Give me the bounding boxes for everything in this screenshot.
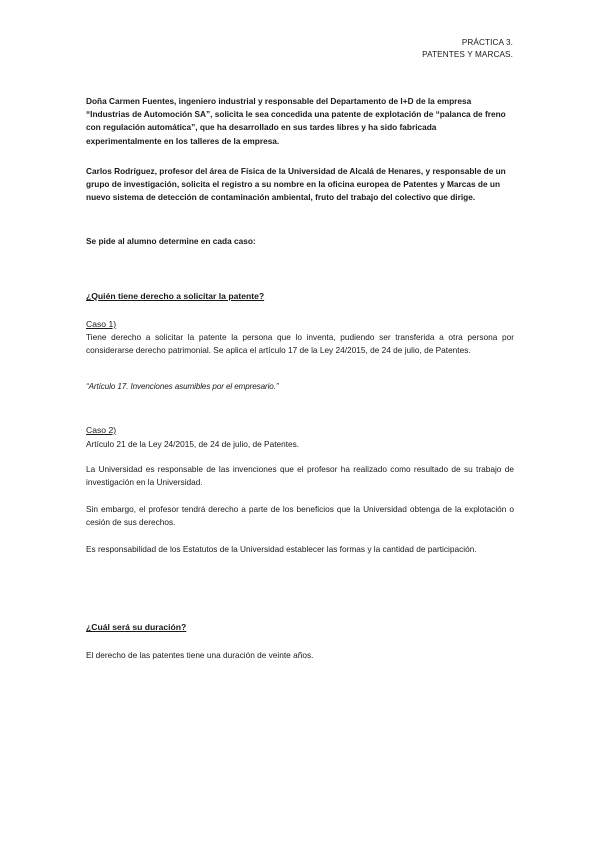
caso-1-text: Tiene derecho a solicitar la patente la persona que lo inventa, pudiendo ser transferida a otra persona por considerarse derecho patrimonial. Se aplica el artículo 17 de la Ley 24/2015, de 24 de julio, de Patentes. — [86, 332, 514, 356]
header-topic: PATENTES Y MARCAS. — [422, 50, 513, 59]
caso-1-label: Caso 1) — [86, 319, 117, 329]
caso-2-para-3 — [86, 543, 514, 556]
section-2-body — [86, 649, 514, 662]
section-heading-2 — [86, 622, 514, 632]
caso-1-quote: “Artículo 17. Invenciones asumibles por el empresario.” — [86, 382, 279, 391]
intro-paragraph-1: Doña Carmen Fuentes, ingeniero industrial y responsable del Departamento de I+D de la empresa “Industrias de Automoción SA”, solicita le sea concedida una patente de explotación de “palanca de freno con regulación automática”, que ha desarrollado en sus tardes libres y ha sido fabricada experimentalmente en los talleres de la empresa. — [86, 96, 506, 146]
duration-text: El derecho de las patentes tiene una duración de veinte años. — [86, 650, 314, 660]
header-practice-number: PRÁCTICA 3. — [461, 38, 513, 47]
caso-2-label: Caso 2) — [86, 425, 117, 435]
caso-1-label-wrap — [86, 319, 514, 329]
heading-who-can-apply: ¿Quién tiene derecho a solicitar la patente? — [86, 291, 265, 301]
caso-1-body — [86, 331, 514, 357]
intro-case-2 — [86, 165, 514, 205]
caso-2-statutes: Es responsabilidad de los Estatutos de la Universidad establecer las formas y la cantidad de participación. — [86, 544, 477, 554]
section-heading-1 — [86, 291, 514, 301]
page-header — [422, 37, 513, 61]
caso-2-label-wrap — [86, 425, 514, 435]
caso-2-law-reference: Artículo 21 de la Ley 24/2015, de 24 de julio, de Patentes. — [86, 439, 300, 449]
heading-duration: ¿Cuál será su duración? — [86, 622, 187, 632]
intro-instruction — [86, 235, 514, 248]
intro-paragraph-2: Carlos Rodríguez, profesor del área de Física de la Universidad de Alcalá de Henares, y responsable de un grupo de investigación, solicita el registro a su nombre en la oficina europea de Patentes y Marcas de un nuevo sistema de detección de contaminación ambiental, fruto del trabajo del colectivo que dirige. — [86, 166, 506, 203]
caso-2-university-responsibility: La Universidad es responsable de las invenciones que el profesor ha realizado como resultado de su trabajo de investigación en la Universidad. — [86, 464, 514, 488]
intro-case-1 — [86, 95, 514, 148]
caso-2-para-1 — [86, 463, 514, 489]
caso-2-professor-benefits: Sin embargo, el profesor tendrá derecho a parte de los beneficios que la Universidad obtenga de la explotación o cesión de sus derechos. — [86, 504, 514, 528]
caso-2-para-2 — [86, 503, 514, 529]
intro-paragraph-3: Se pide al alumno determine en cada caso: — [86, 236, 256, 246]
caso-1-quote-wrap — [86, 382, 514, 391]
caso-2-ref — [86, 438, 514, 451]
